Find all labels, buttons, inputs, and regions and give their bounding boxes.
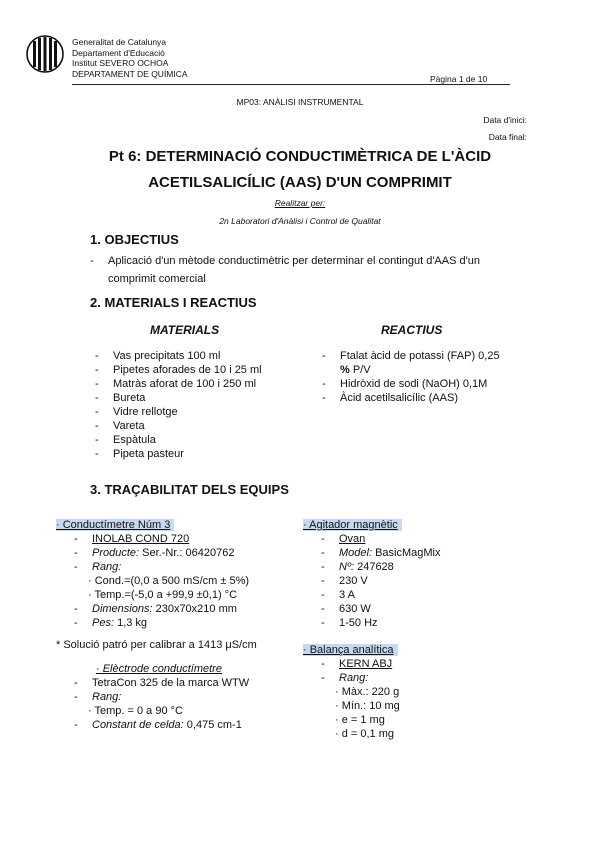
- conductimeter-brand: INOLAB COND 720: [92, 533, 190, 545]
- dimensions-label: Dimensions:: [92, 603, 153, 615]
- balance-brand: KERN ABJ: [339, 658, 393, 670]
- section-equipment: 3. TRAÇABILITAT DELS EQUIPS: [90, 482, 289, 497]
- date-start: Data d'inici:: [483, 115, 527, 125]
- balance-e: · e = 1 mg: [335, 714, 385, 726]
- list-item: - Vidre rellotge: [95, 405, 315, 419]
- generalitat-logo-icon: [26, 35, 64, 73]
- list-item: [322, 349, 552, 377]
- materials-list: [95, 349, 315, 461]
- power: 630 W: [339, 603, 371, 615]
- section-materials: 2. MATERIALS I REACTIUS: [90, 295, 257, 310]
- header-text: [72, 37, 188, 79]
- list-item: - Matràs aforat de 100 i 250 ml: [95, 377, 315, 391]
- section-objectives: 1. OBJECTIUS: [90, 232, 179, 247]
- serial-label: Nº:: [339, 561, 355, 573]
- balance-range-label: Rang:: [339, 672, 369, 684]
- list-item: - Espàtula: [95, 433, 315, 447]
- stirrer-block: · Agitador magnètic - Ovan - Model: BasicMagMix - Nº: 247628 - 230 V - 3 A - 630 W - 1-50 Hz: [303, 519, 441, 629]
- lab-name: 2n Laboratori d'Anàlisi i Control de Qualitat: [219, 216, 381, 226]
- header-line3: Institut SEVERO OCHOA: [72, 58, 169, 68]
- electrode-range: · Temp. = 0 a 90 °C: [88, 705, 183, 717]
- voltage: 230 V: [339, 575, 368, 587]
- current: 3 A: [339, 589, 355, 601]
- realized-by: Realitzar per:: [274, 198, 326, 208]
- frequency: 1-50 Hz: [339, 617, 378, 629]
- model-value: BasicMagMix: [372, 547, 441, 559]
- weight-label: Pes:: [92, 617, 115, 629]
- header-line1: Generalitat de Catalunya: [72, 37, 167, 47]
- reagent-fap-unit: P/V: [349, 364, 371, 376]
- date-end: Data final:: [488, 132, 527, 142]
- calibration-note: * Solució patró per calibrar a 1413 μS/cm: [56, 639, 257, 651]
- reagents-heading: REACTIUS: [381, 323, 443, 337]
- reagents-list: [322, 349, 552, 405]
- list-item: - Vas precipitats 100 ml: [95, 349, 315, 363]
- product-label: Producte:: [92, 547, 140, 559]
- list-item: - Pipetes aforades de 10 i 25 ml: [95, 363, 315, 377]
- balance-title: · Balança analítica: [303, 644, 398, 656]
- range-cond: · Cond.=(0,0 a 500 mS/cm ± 5%): [88, 575, 250, 587]
- balance-d: · d = 0,1 mg: [335, 728, 395, 740]
- dimensions-value: 230x70x210 mm: [152, 603, 237, 615]
- list-item: - Pipeta pasteur: [95, 447, 315, 461]
- cell-constant-label: Constant de celda:: [92, 719, 184, 731]
- module-name: MP03: ANÀLISI INSTRUMENTAL: [236, 97, 364, 107]
- objective-line1: Aplicació d'un mètode conductimètric per determinar el contingut d'AAS d'un: [108, 255, 480, 267]
- list-item: - Hidròxid de sodi (NaOH) 0,1M: [322, 377, 552, 391]
- balance-min: · Mín.: 10 mg: [335, 700, 400, 712]
- objective-text: - Aplicació d'un mètode conductimètric per determinar el contingut d'AAS d'un comprimit comercial: [90, 255, 480, 285]
- conductimeter-block: · Conductímetre Núm 3 - INOLAB COND 720 - Producte: Ser.-Nr.: 06420762 - Rang: · Cond.=(0,0 a 500 mS/cm ± 5%) · Temp.=(-5,0 a +99,9 ±0,1) °C - Dimensions: 230x70x210 mm - Pes: 1,3 kg * Solució patró per calibrar a 1413 μS/cm · Elèctrode conductímetre - TetraCon 325 de la marca WTW - Rang: · Temp. = 0 a 90 °C - Constant de celda: 0,475 cm-1: [56, 519, 257, 731]
- objective-line2: comprimit comercial: [108, 273, 206, 285]
- electrode-range-label: Rang:: [92, 691, 122, 703]
- electrode-title: · Elèctrode conductímetre: [96, 663, 222, 675]
- model-label: Model:: [339, 547, 373, 559]
- conductimeter-title: · Conductímetre Núm 3: [56, 519, 174, 531]
- materials-heading: MATERIALS: [150, 323, 220, 337]
- serial-value: 247628: [354, 561, 394, 573]
- product-value: Ser.-Nr.: 06420762: [139, 547, 235, 559]
- balance-max: · Màx.: 220 g: [335, 686, 400, 698]
- electrode-brand: TetraCon 325 de la marca WTW: [92, 677, 250, 689]
- title-line2: ACETILSALICÍLIC (AAS) D'UN COMPRIMIT: [148, 174, 452, 191]
- cell-constant-value: 0,475 cm-1: [183, 719, 242, 731]
- range-label: Rang:: [92, 561, 122, 573]
- list-item: - Vareta: [95, 419, 315, 433]
- stirrer-brand: Ovan: [339, 533, 366, 545]
- header-line2: Departament d'Educació: [72, 47, 165, 58]
- stirrer-title: · Agitador magnètic: [303, 519, 402, 531]
- header-divider: [72, 84, 510, 85]
- balance-block: · Balança analítica - KERN ABJ - Rang: · Màx.: 220 g · Mín.: 10 mg · e = 1 mg · d = 0,1 mg: [303, 644, 400, 740]
- reagent-fap: Ftalat àcid de potassi (FAP) 0,25: [340, 350, 500, 362]
- weight-value: 1,3 kg: [114, 617, 148, 629]
- title-line1: Pt 6: DETERMINACIÓ CONDUCTIMÈTRICA DE L'ÀCID: [108, 148, 492, 165]
- list-item: - Àcid acetilsalicílic (AAS): [322, 391, 552, 405]
- header-line4: DEPARTAMENT DE QUÍMICA: [72, 68, 188, 79]
- range-temp: · Temp.=(-5,0 a +99,9 ±0,1) °C: [88, 589, 238, 601]
- reagent-fap-percent: %: [340, 364, 350, 376]
- list-item: - Bureta: [95, 391, 315, 405]
- page-number: Pàgina 1 de 10: [430, 74, 488, 84]
